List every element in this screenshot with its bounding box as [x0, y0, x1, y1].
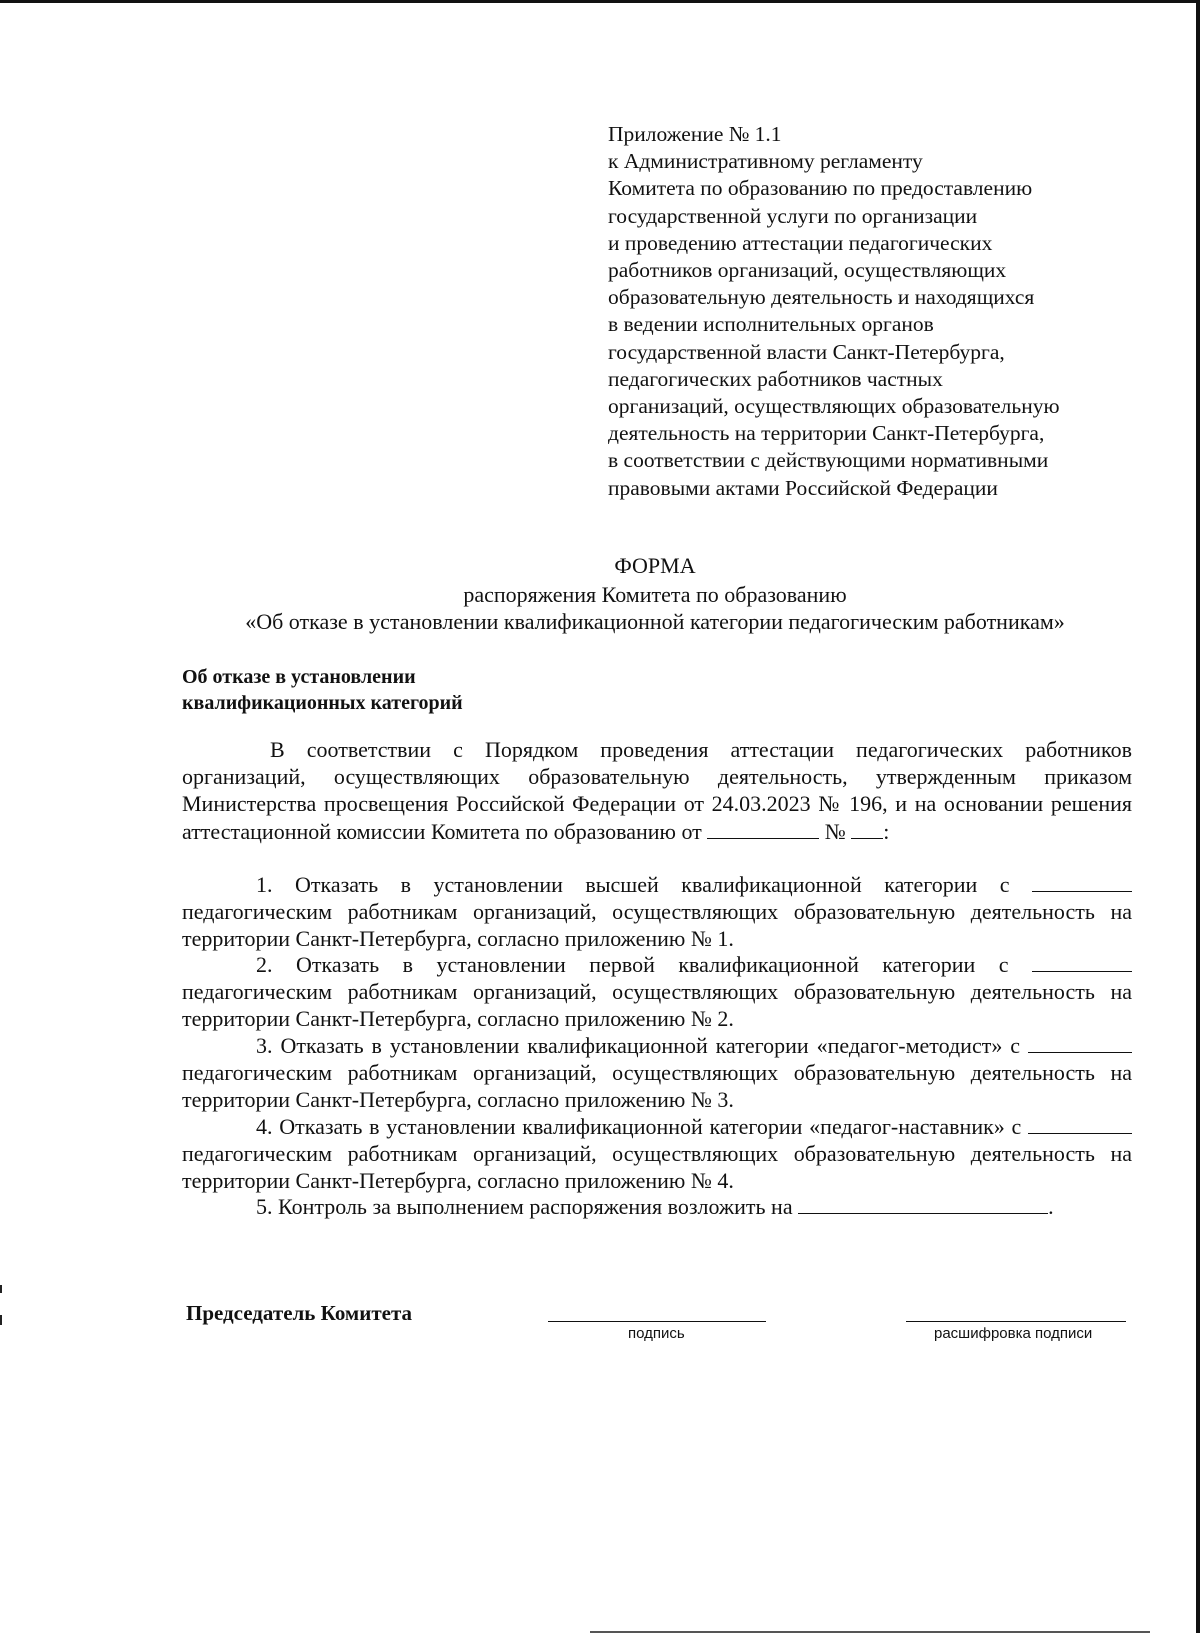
scan-mark — [0, 1285, 2, 1293]
item-text: педагогическим работникам организаций, осуществляющих образовательную деятельность на территории Санкт-Петербурга, согласно приложению № 4. — [182, 1141, 1132, 1194]
order-item-5 — [182, 1193, 1132, 1220]
form-subtitle: распоряжения Комитета по образованию — [463, 582, 847, 607]
signature-decode-caption: расшифровка подписи — [934, 1325, 1093, 1342]
annex-line: и проведению аттестации педагогических — [608, 230, 993, 255]
subject-line: квалификационных категорий — [182, 692, 463, 714]
date-blank — [1032, 873, 1132, 892]
item-text: 4. Отказать в установлении квалификационной категории «педагог-наставник» с — [256, 1114, 1022, 1139]
scan-mark — [0, 1315, 2, 1325]
number-sign: № — [824, 818, 846, 844]
item-text: 5. Контроль за выполнением распоряжения возложить на — [256, 1194, 793, 1219]
date-blank — [707, 820, 819, 839]
form-name: «Об отказе в установлении квалификационной категории педагогическим работникам» — [245, 609, 1065, 634]
order-item-4 — [182, 1113, 1132, 1195]
annex-line: Комитета по образованию по предоставлению — [608, 176, 1033, 201]
date-blank — [1028, 1115, 1132, 1134]
document-subject — [182, 664, 463, 716]
preamble-text: В соответствии с Порядком проведения аттестации педагогических работников организаций, осуществляющих образовательную деятельность, утвержденным приказом Министерства просвещения Российской Федерации от 24.03.2023 № 196, и на основании решения аттестационной комиссии Комитета по образованию от — [182, 737, 1132, 844]
annex-line: педагогических работников частных — [608, 366, 943, 391]
preamble-paragraph — [182, 736, 1132, 845]
signature-decode-line — [906, 1321, 1126, 1322]
responsible-blank — [798, 1195, 1048, 1214]
signature-caption: подпись — [628, 1325, 685, 1342]
annex-line: деятельность на территории Санкт-Петербурга, — [608, 421, 1045, 446]
item-text: 2. Отказать в установлении первой квалификационной категории с — [256, 952, 1009, 977]
item-text: педагогическим работникам организаций, осуществляющих образовательную деятельность на территории Санкт-Петербурга, согласно приложению № 2. — [182, 979, 1132, 1032]
annex-line: государственной власти Санкт-Петербурга, — [608, 339, 1005, 364]
signature-line — [548, 1321, 766, 1322]
annex-line: работников организаций, осуществляющих — [608, 258, 1007, 283]
item-text: 1. Отказать в установлении высшей квалификационной категории с — [256, 872, 1010, 897]
annex-line: государственной услуги по организации — [608, 203, 978, 228]
item-text: педагогическим работникам организаций, осуществляющих образовательную деятельность на территории Санкт-Петербурга, согласно приложению № 3. — [182, 1060, 1132, 1113]
form-title: ФОРМА — [614, 553, 696, 578]
preamble-end: : — [883, 818, 890, 844]
annex-line: образовательную деятельность и находящихся — [608, 285, 1035, 310]
annex-line: в ведении исполнительных органов — [608, 312, 934, 337]
signatory-role: Председатель Комитета — [186, 1301, 413, 1325]
item-end: . — [1048, 1194, 1054, 1219]
annex-line: к Административному регламенту — [608, 149, 923, 174]
annex-line: в соответствии с действующими нормативными — [608, 448, 1049, 473]
order-item-3 — [182, 1032, 1132, 1114]
item-text: 3. Отказать в установлении квалификационной категории «педагог-методист» с — [256, 1033, 1021, 1058]
annex-line: Приложение № 1.1 — [608, 122, 782, 146]
subject-line: Об отказе в установлении — [182, 666, 416, 688]
item-text: педагогическим работникам организаций, осуществляющих образовательную деятельность на территории Санкт-Петербурга, согласно приложению № 1. — [182, 899, 1132, 952]
date-blank — [1028, 1034, 1132, 1053]
number-blank — [851, 820, 883, 839]
annex-line: правовыми актами Российской Федерации — [608, 475, 998, 500]
date-blank — [1032, 953, 1132, 972]
annex-header — [608, 121, 1128, 502]
annex-line: организаций, осуществляющих образовательную — [608, 394, 1060, 419]
order-item-1 — [182, 871, 1132, 953]
order-item-2 — [182, 951, 1132, 1033]
